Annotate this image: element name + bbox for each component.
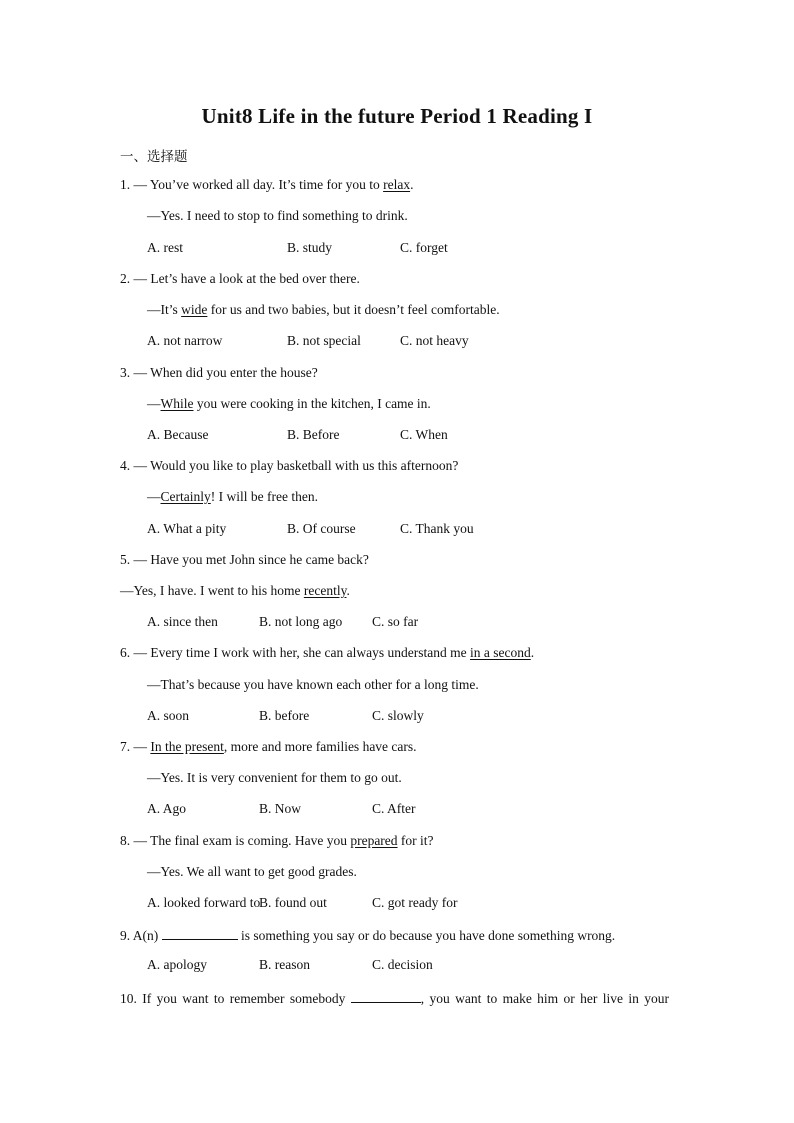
answer-3: —While you were cooking in the kitchen, I came in. [147, 396, 431, 411]
answer-blank [162, 925, 238, 940]
question-3: 3. — When did you enter the house? [120, 365, 318, 380]
option-3c: C. When [400, 427, 448, 442]
option-8c: C. got ready for [372, 895, 458, 910]
option-2a: A. not narrow [147, 333, 223, 348]
option-9c: C. decision [372, 957, 433, 972]
option-2b: B. not special [287, 333, 361, 348]
option-8b: B. found out [259, 895, 327, 910]
answer-6: —That’s because you have known each other for a long time. [147, 677, 479, 692]
option-1a: A. rest [147, 240, 183, 255]
answer-7: —Yes. It is very convenient for them to go out. [147, 770, 402, 785]
page-title: Unit8 Life in the future Period 1 Reading I [201, 104, 593, 128]
answer-2: —It’s wide for us and two babies, but it doesn’t feel comfortable. [147, 302, 500, 317]
option-6b: B. before [259, 708, 310, 723]
option-9a: A. apology [147, 957, 207, 972]
question-8: 8. — The final exam is coming. Have you prepared for it? [120, 833, 434, 848]
question-6: 6. — Every time I work with her, she can always understand me in a second. [120, 645, 535, 660]
question-7: 7. — In the present, more and more families have cars. [120, 739, 417, 754]
option-3a: A. Because [147, 427, 209, 442]
question-10: 10. If you want to remember somebody , you want to make him or her live in your [120, 988, 669, 1008]
answer-blank [351, 988, 421, 1003]
answer-1: —Yes. I need to stop to find something to drink. [147, 208, 408, 223]
question-1: 1. — You’ve worked all day. It’s time for you to relax. [120, 177, 414, 192]
option-3b: B. Before [287, 427, 340, 442]
option-5a: A. since then [147, 614, 218, 629]
option-6c: C. slowly [372, 708, 424, 723]
answer-8: —Yes. We all want to get good grades. [147, 864, 357, 879]
option-2c: C. not heavy [400, 333, 469, 348]
section-heading: 一、选择题 [120, 149, 188, 164]
option-6a: A. soon [147, 708, 190, 723]
option-8a: A. looked forward to [147, 895, 261, 910]
answer-5: —Yes, I have. I went to his home recently. [120, 583, 350, 598]
answer-4: —Certainly! I will be free then. [147, 489, 318, 504]
question-2: 2. — Let’s have a look at the bed over there. [120, 271, 360, 286]
question-4: 4. — Would you like to play basketball with us this afternoon? [120, 458, 459, 473]
question-9: 9. A(n) is something you say or do because you have done something wrong. [120, 925, 615, 945]
option-7b: B. Now [259, 801, 302, 816]
option-4c: C. Thank you [400, 521, 474, 536]
option-1c: C. forget [400, 240, 448, 255]
option-4b: B. Of course [287, 521, 356, 536]
option-5b: B. not long ago [259, 614, 343, 629]
option-4a: A. What a pity [147, 521, 227, 536]
option-5c: C. so far [372, 614, 419, 629]
option-7a: A. Ago [147, 801, 187, 816]
option-1b: B. study [287, 240, 333, 255]
question-5: 5. — Have you met John since he came back? [120, 552, 369, 567]
option-7c: C. After [372, 801, 416, 816]
option-9b: B. reason [259, 957, 310, 972]
